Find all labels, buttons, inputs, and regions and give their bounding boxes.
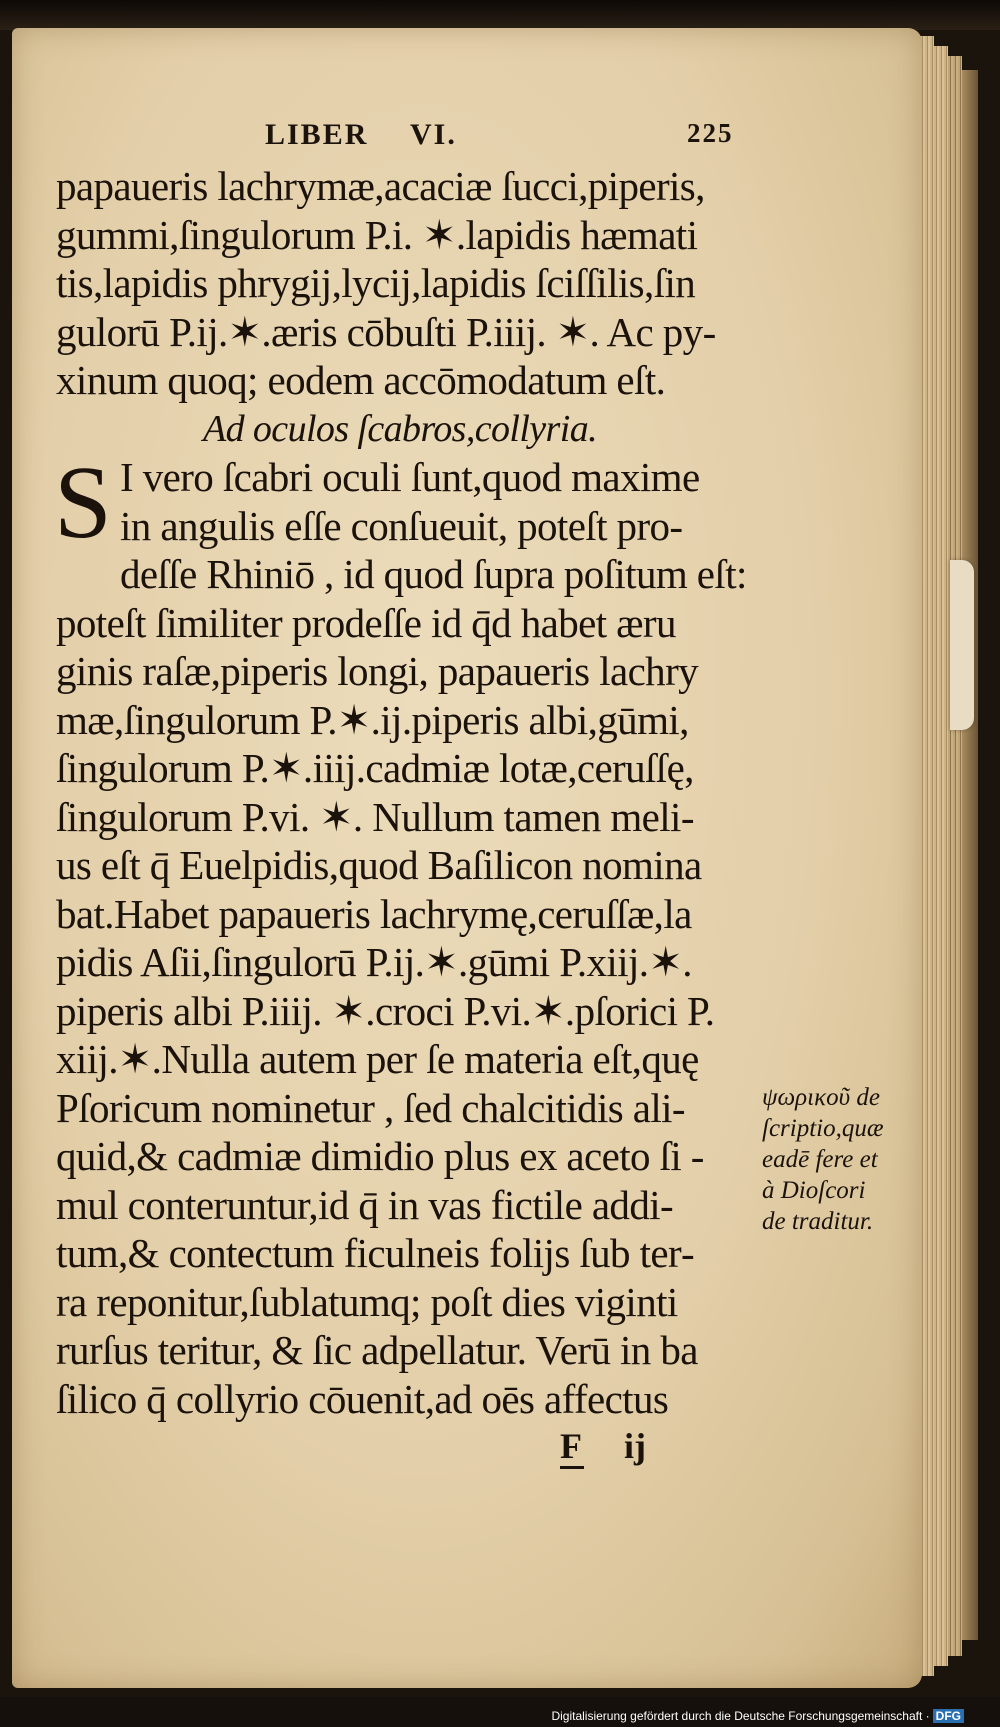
text-line: tum,& contectum ficulneis folijs ſub ter‑ (56, 1230, 695, 1276)
text-line: quid,& cadmiæ dimidio plus ex aceto ſi ‑ (56, 1133, 704, 1179)
margin-note-line: ſcriptio,quæ (762, 1115, 884, 1142)
section-heading: Ad oculos ſcabros,collyria. (203, 407, 598, 450)
text-line: gummi,ſingulorum P.i. ✶.lapidis hæmati (56, 211, 698, 258)
margin-note (762, 1082, 912, 1237)
text-line: gulorū P.ij.✶.æris cōbuſti P.iiij. ✶. Ac py‑ (56, 308, 716, 355)
signature-letter: F (560, 1426, 582, 1466)
margin-note-line: de traditur. (762, 1208, 874, 1235)
page-stack-edge (920, 36, 934, 1676)
text-line: papaueris lachrymæ,acaciæ ſucci,piperis, (56, 163, 705, 209)
text-line: poteſt ſimiliter prodeſſe id q̄d habet æru (56, 599, 676, 646)
text-line: Pſoricum nominetur , ſed chalcitidis ali‑ (56, 1084, 685, 1131)
text-line: deſſe Rhiniō , id quod ſupra poſitum eſt: (120, 551, 747, 597)
text-line: ſingulorum P.✶.iiij.cadmiæ lotæ,ceruſſę, (56, 745, 694, 791)
body-text (56, 162, 756, 1423)
text-line: tis,lapidis phrygij,lycij,lapidis ſciſſilis,ſin (56, 260, 696, 306)
text-line: ſingulorum P.vi. ✶. Nullum tamen meli‑ (56, 793, 694, 840)
text-line: mul conteruntur,id q̄ in vas fictile addi‑ (56, 1181, 674, 1228)
text-line: rurſus teritur, & ſic adpellatur. Verū in ba (56, 1327, 698, 1373)
page-clip (950, 560, 974, 730)
signature-underline (560, 1466, 584, 1469)
margin-note-line: ψωρικοῦ de (762, 1084, 880, 1111)
text-line: us eſt q̄ Euelpidis,quod Baſilicon nomina (56, 842, 702, 888)
dfg-logo: DFG (933, 1709, 964, 1723)
text-line: I vero ſcabri oculi ſunt,quod maxime (120, 454, 700, 500)
drop-cap: S (54, 445, 112, 560)
text-line: ſilico q̄ collyrio cōuenit,ad oēs affectus (56, 1375, 669, 1422)
book-cover-edge (962, 70, 978, 1640)
page-stack-edge (934, 46, 948, 1666)
book-number: VI. (410, 118, 457, 151)
signature-number: ij (624, 1426, 646, 1466)
page-number: 225 (687, 118, 734, 148)
digitization-footer (551, 1709, 964, 1723)
text-line: bat.Habet papaueris lachrymę,ceruſſæ,la (56, 890, 692, 937)
text-line: ra reponitur,ſublatumq; poſt dies viginti (56, 1278, 678, 1325)
scan-top-shadow (0, 0, 1000, 30)
margin-note-line: eadē fere et (762, 1146, 878, 1173)
text-line: pidis Aſii,ſingulorū P.ij.✶.gūmi P.xiij.✶. (56, 939, 692, 985)
running-title: LIBER (265, 118, 369, 151)
text-line: xinum quoq; eodem accōmodatum eſt. (56, 357, 666, 403)
text-line: piperis albi P.iiij. ✶.croci P.vi.✶.pſorici P. (56, 987, 715, 1034)
margin-note-line: à Dioſcori (762, 1177, 866, 1204)
text-line: xiij.✶.Nulla autem per ſe materia eſt,quę (56, 1036, 699, 1082)
text-line: in angulis eſſe conſueuit, poteſt pro- (120, 502, 683, 549)
text-line: mæ,ſingulorum P.✶.ij.piperis albi,gūmi, (56, 696, 689, 743)
footer-credit: Digitalisierung gefördert durch die Deutsche Forschungsgemeinschaft · (551, 1709, 930, 1723)
text-line: ginis raſæ,piperis longi, papaueris lachry (56, 648, 699, 694)
page-stack-edge (948, 56, 962, 1656)
